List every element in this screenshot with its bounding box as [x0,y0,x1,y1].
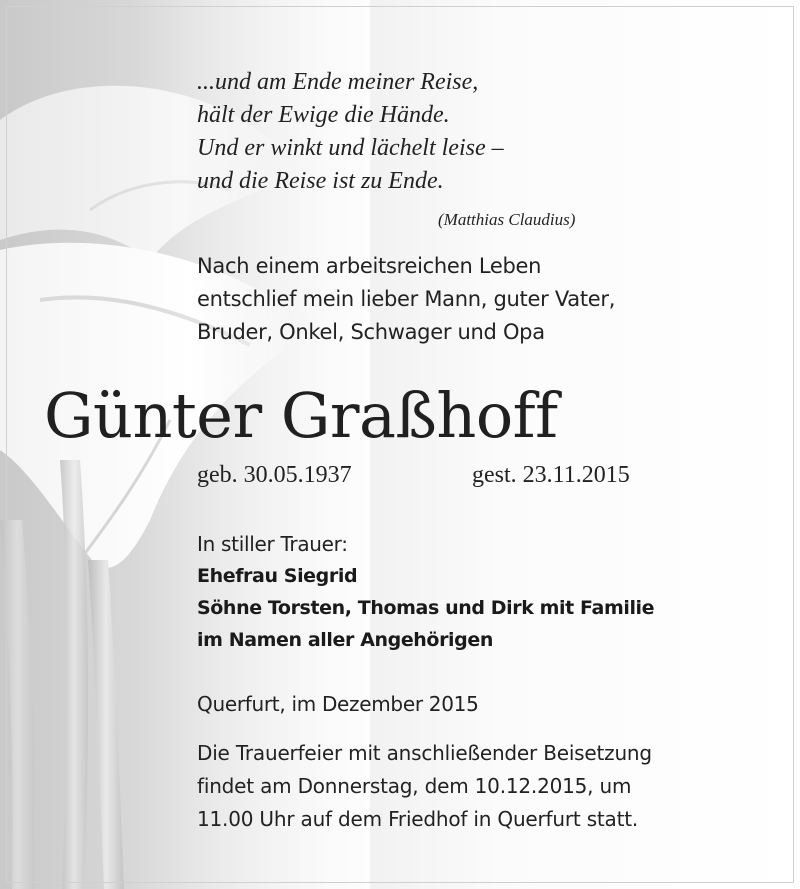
birth-date: geb. 30.05.1937 [197,462,352,488]
intro-line: entschlief mein lieber Mann, guter Vater, [197,287,616,311]
poem-line: hält der Ewige die Hände. [197,102,450,128]
deceased-name: Günter Graßhoff [44,379,558,452]
place-date: Querfurt, im Dezember 2015 [197,692,479,716]
funeral-info [197,737,777,836]
poem-line: ...und am Ende meiner Reise, [197,69,479,95]
poem [197,66,677,198]
funeral-line: 11.00 Uhr auf dem Friedhof in Querfurt statt. [197,807,639,831]
mourner-line: Ehefrau Siegrid [197,565,358,587]
intro-text [197,250,717,349]
intro-line: Bruder, Onkel, Schwager und Opa [197,320,545,344]
funeral-line: Die Trauerfeier mit anschließender Beisetzung [197,741,652,765]
intro-line: Nach einem arbeitsreichen Leben [197,254,542,278]
death-date: gest. 23.11.2015 [472,462,630,488]
mourner-line: im Namen aller Angehörigen [197,629,493,651]
mourner-line: Söhne Torsten, Thomas und Dirk mit Familie [197,597,655,619]
poem-author: (Matthias Claudius) [438,210,576,229]
poem-line: und die Reise ist zu Ende. [197,168,444,194]
mourners-lead: In stiller Trauer: [197,532,348,556]
mourners [197,528,777,656]
funeral-line: findet am Donnerstag, dem 10.12.2015, um [197,774,632,798]
poem-line: Und er winkt und lächelt leise – [197,135,504,161]
